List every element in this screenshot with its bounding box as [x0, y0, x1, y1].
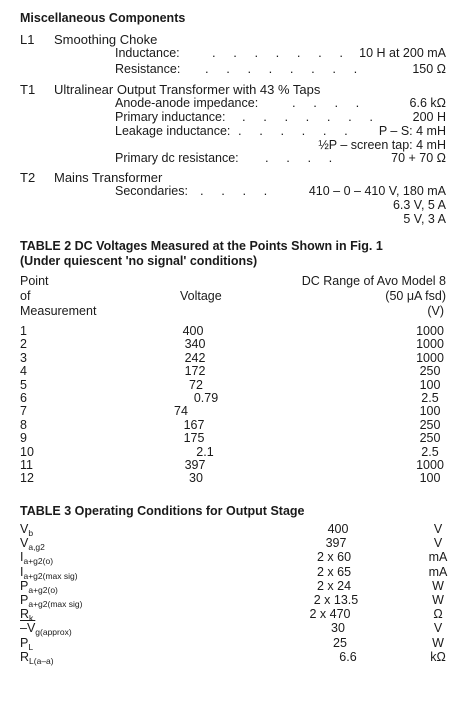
table3-cell-value: 2 x 60 [316, 550, 352, 565]
table2-cell-range: 250 [419, 364, 441, 379]
table3-cell-unit: W [432, 635, 444, 650]
t2-value: 6.3 V, 5 A [392, 198, 446, 212]
table2-col-point: Measurement [20, 304, 97, 318]
table2-cell-range: 100 [419, 471, 441, 486]
table2-cell-voltage: 0.79 [193, 391, 219, 405]
table3-cell-symbol [20, 550, 54, 567]
t1-name: Ultralinear Output Transformer with 43 % Taps [54, 82, 321, 97]
table2-cell-range: 1000 [416, 324, 444, 338]
table3-symbol: I [20, 550, 24, 565]
table2-cell-range: 1000 [416, 350, 444, 365]
t2-ref: T2 [20, 170, 36, 185]
table3-cell-symbol [20, 580, 58, 593]
table2-cell-range: 2.5 [421, 444, 439, 459]
table2-cell-point: 5 [20, 377, 27, 392]
table2-col-range: DC Range of Avo Model 8 [301, 274, 446, 288]
table3-cell-value: 30 [331, 621, 345, 636]
table3-cell-value: 25 [333, 635, 347, 650]
table2-col-point: of [20, 289, 31, 303]
t1-label: Leakage inductance: [115, 124, 231, 138]
table2-cell-point: 9 [20, 431, 27, 446]
table3-symbol-sub: k [29, 613, 34, 624]
table3-symbol-sub: b [28, 528, 34, 538]
table2-col-point: Point [20, 274, 49, 288]
t2-name: Mains Transformer [54, 170, 163, 185]
table3-symbol: R [20, 607, 30, 622]
table3-symbol: P [20, 578, 29, 593]
table2-cell-range: 1000 [416, 458, 444, 472]
table2-cell-range: 100 [419, 377, 441, 392]
table3-cell-symbol [20, 621, 72, 638]
t1-label: Primary inductance: [115, 110, 226, 124]
table2-cell-point: 4 [20, 364, 27, 379]
table3-cell-unit: mA [428, 550, 448, 565]
table2-cell-voltage: 172 [184, 364, 206, 379]
table2-cell-point: 1 [20, 324, 27, 338]
l1-label: Resistance: [115, 62, 181, 76]
table2-cell-range: 1000 [416, 337, 444, 352]
table3-symbol: I [20, 564, 24, 579]
table3-cell-symbol [20, 594, 82, 607]
table3-cell-value: 2 x 13.5 [313, 593, 359, 607]
t1-value: P – S: 4 mH [378, 124, 446, 138]
table2-col-range: (50 μA fsd) [385, 289, 446, 303]
table3-cell-value: 2 x 65 [316, 564, 352, 579]
misc-heading: Miscellaneous Components [20, 11, 186, 25]
leader-dots: . . . . [292, 95, 367, 110]
table3-symbol-sub: a,g2 [28, 542, 45, 553]
table3-cell-symbol [20, 566, 78, 579]
table2-cell-point: 10 [20, 444, 34, 459]
t1-value: 200 H [412, 110, 446, 124]
leader-dots: . . . . . . . [242, 109, 380, 124]
l1-value: 10 H at 200 mA [359, 46, 446, 60]
l1-name: Smoothing Choke [54, 32, 158, 47]
table3-cell-symbol [20, 637, 33, 650]
table2-cell-voltage: 2.1 [196, 444, 214, 459]
table2-cell-point: 12 [20, 471, 34, 486]
table2-col-voltage: Voltage [180, 289, 222, 303]
t1-value: 6.6 kΩ [409, 96, 446, 110]
table2-cell-voltage: 30 [189, 471, 203, 486]
table3-symbol: P [20, 593, 29, 607]
table3-symbol: R [20, 649, 30, 664]
table3-symbol: P [20, 635, 29, 650]
table2-cell-point: 11 [20, 458, 33, 472]
table3-symbol-sub: a+g2(o) [28, 584, 58, 595]
leader-dots: . . . . [265, 150, 340, 165]
table3-cell-symbol [20, 607, 34, 624]
table3-cell-unit: mA [428, 564, 448, 579]
table3-cell-unit: Ω [433, 607, 443, 622]
leader-dots: . . . . . . . [212, 45, 350, 60]
table3-cell-value: 6.6 [339, 649, 357, 664]
table2-cell-voltage: 167 [183, 417, 205, 432]
t1-ref: T1 [20, 82, 36, 97]
table3-symbol: V [20, 522, 29, 536]
table3-cell-value: 2 x 470 [309, 607, 351, 622]
table3-symbol-sub: a+g2(o) [23, 556, 54, 567]
table3-symbol-sub: a+g2(max sig) [28, 599, 83, 609]
table2-cell-point: 2 [20, 337, 27, 352]
table3-cell-unit: kΩ [430, 649, 446, 664]
table2-cell-voltage: 175 [183, 431, 205, 446]
leader-dots: . . . . . . . . [205, 61, 365, 76]
table2-cell-voltage: 242 [184, 350, 206, 365]
table3-cell-value: 2 x 24 [316, 578, 352, 593]
table3-cell-symbol [20, 536, 45, 553]
table2-title: TABLE 2 DC Voltages Measured at the Points Shown in Fig. 1 [20, 239, 383, 253]
table3-title: TABLE 3 Operating Conditions for Output Stage [20, 504, 305, 518]
leader-dots: . . . . . . [238, 123, 355, 138]
table3-symbol-sub: L(a–a) [29, 655, 54, 666]
table2-cell-voltage: 400 [182, 324, 204, 338]
table2-cell-range: 100 [419, 404, 441, 419]
table2-cell-voltage: 340 [184, 337, 206, 352]
t2-label: Secondaries: [115, 184, 188, 198]
t1-value: ½P – screen tap: 4 mH [318, 138, 446, 152]
table3-symbol: –V [20, 621, 36, 636]
table3-symbol-sub: a+g2(max sig) [23, 570, 78, 581]
table3-symbol-sub: L [28, 641, 34, 652]
table3-cell-unit: W [432, 593, 444, 607]
table3-cell-value: 400 [327, 522, 349, 536]
l1-value: 150 Ω [412, 62, 446, 76]
table3-cell-unit: V [433, 621, 443, 636]
table2-cell-point: 7 [20, 404, 27, 419]
table3-cell-value: 397 [325, 536, 347, 551]
table2-col-range: (V) [427, 304, 444, 318]
table2-subtitle: (Under quiescent 'no signal' conditions) [20, 254, 258, 268]
table3-cell-unit: V [433, 522, 443, 536]
t2-value: 410 – 0 – 410 V, 180 mA [308, 184, 446, 198]
table2-cell-point: 8 [20, 417, 27, 432]
t1-label: Anode-anode impedance: [115, 96, 259, 110]
table3-cell-symbol [20, 651, 54, 664]
table3-symbol: V [20, 536, 29, 551]
t1-value: 70 + 70 Ω [391, 151, 446, 165]
table3-symbol-sub: g(approx) [35, 627, 72, 638]
leader-dots: . . . . [200, 183, 275, 198]
table2-cell-voltage: 397 [184, 458, 206, 472]
l1-label: Inductance: [115, 46, 180, 60]
table2-cell-range: 250 [419, 417, 441, 432]
table2-cell-point: 6 [20, 391, 27, 405]
table2-cell-point: 3 [20, 350, 27, 365]
t2-value: 5 V, 3 A [403, 212, 446, 226]
t1-label: Primary dc resistance: [115, 151, 239, 165]
table3-cell-unit: V [433, 536, 443, 551]
table3-cell-symbol [20, 523, 33, 536]
table2-cell-range: 250 [419, 431, 441, 446]
table3-cell-unit: W [432, 578, 444, 593]
table2-cell-voltage: 74 [174, 404, 188, 419]
table2-cell-voltage: 72 [189, 377, 203, 392]
l1-ref: L1 [20, 32, 35, 47]
table2-cell-range: 2.5 [421, 391, 439, 405]
